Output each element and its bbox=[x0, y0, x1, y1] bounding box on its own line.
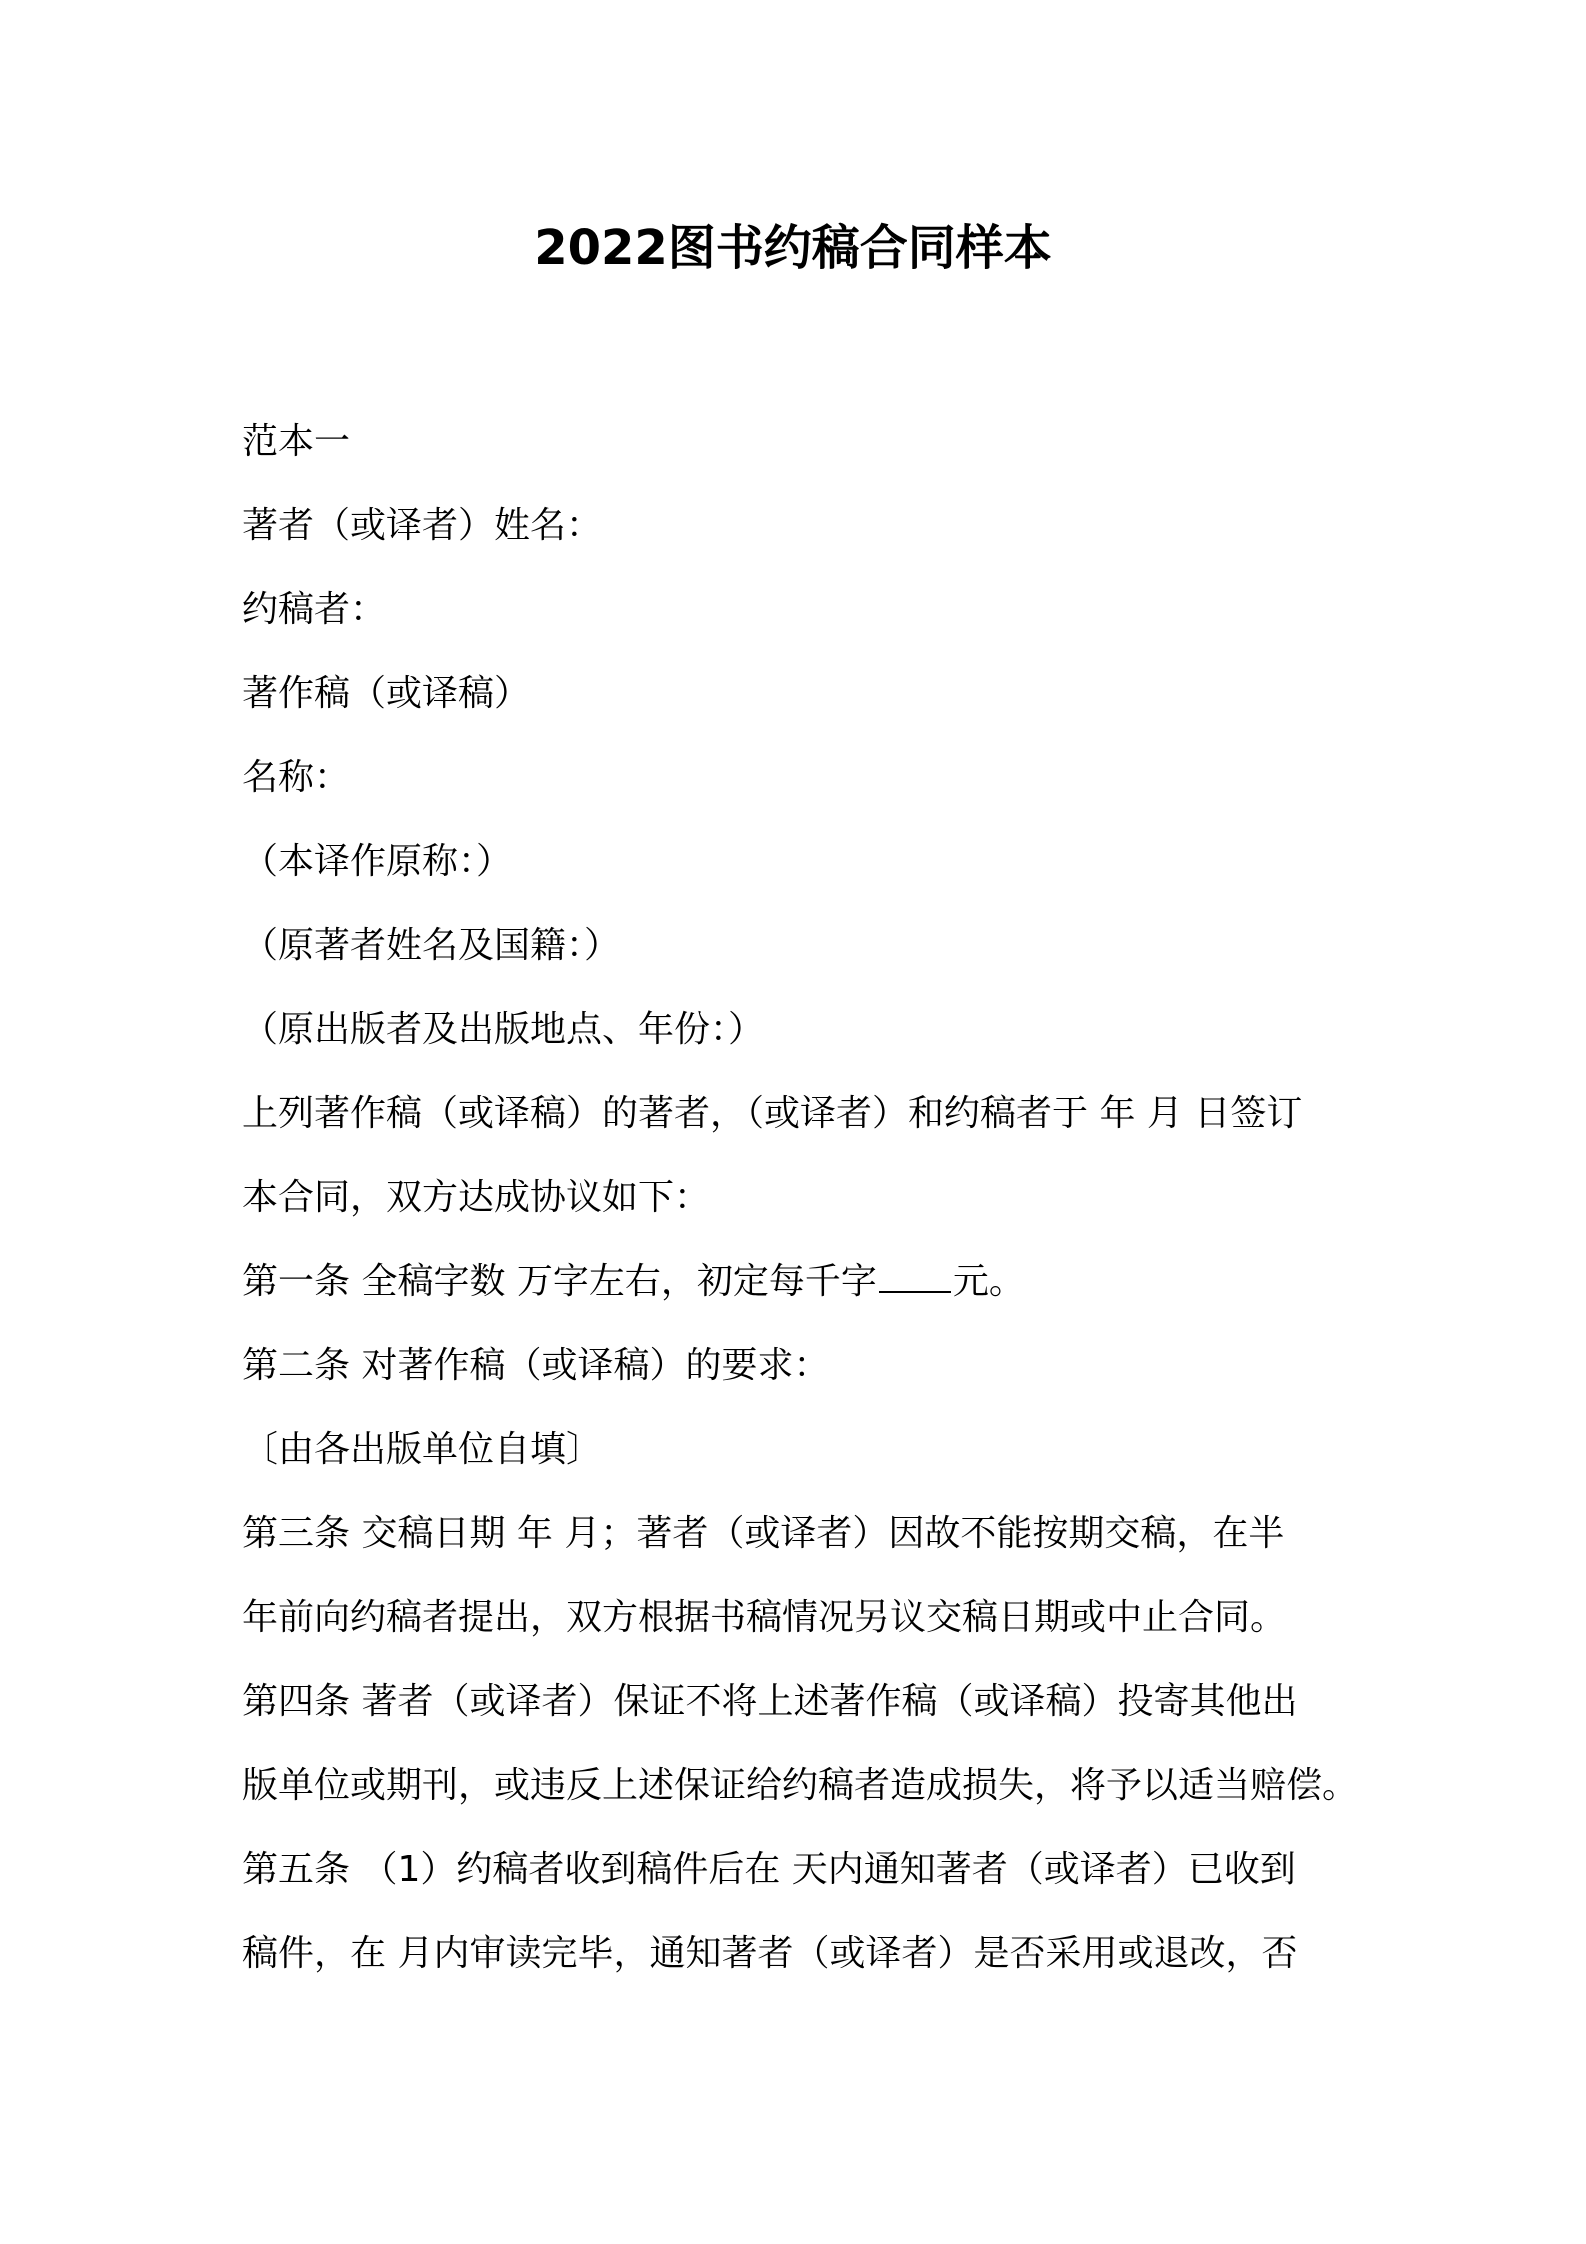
paragraph-line: 著作稿（或译稿） bbox=[242, 673, 531, 714]
paragraph-line: 稿件，在 月内审读完毕，通知著者（或译者）是否采用或退改，否 bbox=[242, 1933, 1298, 1974]
paragraph-line: 第二条 对著作稿（或译稿）的要求： bbox=[242, 1345, 830, 1386]
paragraph-line: 年前向约稿者提出，双方根据书稿情况另议交稿日期或中止合同。 bbox=[242, 1597, 1287, 1638]
paragraph-line: 范本一 bbox=[242, 421, 351, 462]
paragraph-line: 第四条 著者（或译者）保证不将上述著作稿（或译稿）投寄其他出 bbox=[242, 1681, 1298, 1722]
paragraph-line: 版单位或期刊，或违反上述保证给约稿者造成损失，将予以适当赔偿。 bbox=[242, 1765, 1359, 1806]
paragraph-line: 第五条 （1）约稿者收到稿件后在 天内通知著者（或译者）已收到 bbox=[242, 1849, 1296, 1890]
paragraph-line: 上列著作稿（或译稿）的著者，（或译者）和约稿者于 年 月 日签订 bbox=[242, 1093, 1303, 1134]
document-title: 2022图书约稿合同样本 bbox=[534, 220, 1052, 276]
paragraph-line: （本译作原称：） bbox=[242, 841, 513, 882]
paragraph-line-article-1 bbox=[242, 1240, 1362, 1324]
document-body bbox=[242, 400, 1362, 1996]
article-1-unit: 元。 bbox=[952, 1261, 1025, 1302]
paragraph-line: 约稿者： bbox=[242, 589, 387, 630]
article-1-text: 第一条 全稿字数 万字左右，初定每千字 bbox=[242, 1261, 877, 1302]
paragraph-line: （原出版者及出版地点、年份：） bbox=[242, 1009, 765, 1050]
paragraph-line: 本合同，双方达成协议如下： bbox=[242, 1177, 711, 1218]
blank-underline bbox=[879, 1261, 951, 1293]
paragraph-line: 第三条 交稿日期 年 月；著者（或译者）因故不能按期交稿，在半 bbox=[242, 1513, 1285, 1554]
paragraph-line: 〔由各出版单位自填〕 bbox=[242, 1429, 603, 1470]
paragraph-line: 著者（或译者）姓名： bbox=[242, 505, 603, 546]
paragraph-line: （原著者姓名及国籍：） bbox=[242, 925, 621, 966]
paragraph-line: 名称： bbox=[242, 757, 351, 798]
